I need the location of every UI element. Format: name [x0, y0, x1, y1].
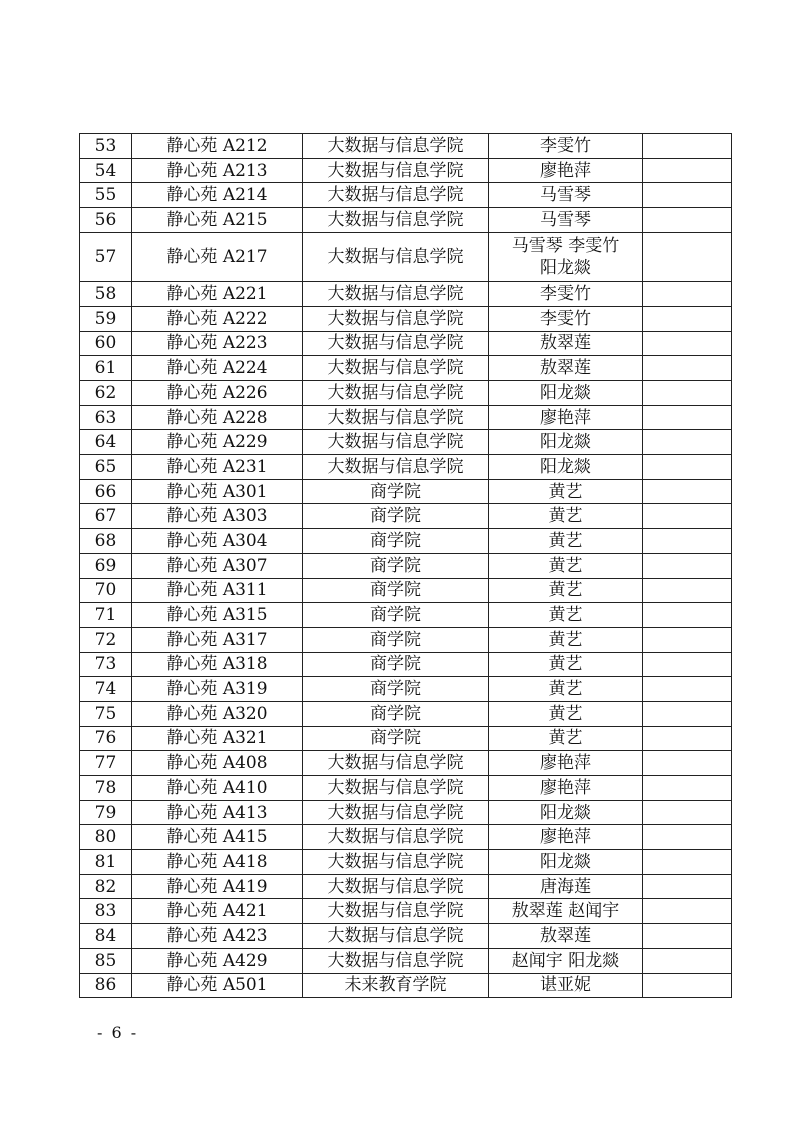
- room-cell: 静心苑 A228: [132, 405, 303, 430]
- table-row: [80, 529, 732, 554]
- row-number-cell: 83: [80, 899, 132, 924]
- college-cell: 大数据与信息学院: [303, 874, 489, 899]
- row-number-cell: 57: [80, 232, 132, 282]
- college-cell: 商学院: [303, 677, 489, 702]
- room-cell: 静心苑 A501: [132, 973, 303, 998]
- room-cell: 静心苑 A408: [132, 751, 303, 776]
- staff-cell: 廖艳萍: [489, 776, 643, 801]
- room-cell: 静心苑 A415: [132, 825, 303, 850]
- table-row: [80, 158, 732, 183]
- staff-cell: 黄艺: [489, 504, 643, 529]
- table-row: [80, 504, 732, 529]
- row-number-cell: 85: [80, 948, 132, 973]
- college-cell: 商学院: [303, 504, 489, 529]
- note-cell: [643, 232, 732, 282]
- college-cell: 大数据与信息学院: [303, 232, 489, 282]
- note-cell: [643, 973, 732, 998]
- college-cell: 大数据与信息学院: [303, 183, 489, 208]
- college-cell: 商学院: [303, 529, 489, 554]
- table-row: [80, 134, 732, 159]
- note-cell: [643, 701, 732, 726]
- note-cell: [643, 405, 732, 430]
- note-cell: [643, 282, 732, 307]
- row-number-cell: 59: [80, 306, 132, 331]
- table-row: [80, 825, 732, 850]
- table-row: [80, 183, 732, 208]
- note-cell: [643, 356, 732, 381]
- note-cell: [643, 529, 732, 554]
- college-cell: 大数据与信息学院: [303, 306, 489, 331]
- college-cell: 商学院: [303, 726, 489, 751]
- college-cell: 大数据与信息学院: [303, 751, 489, 776]
- staff-cell: 廖艳萍: [489, 825, 643, 850]
- row-number-cell: 58: [80, 282, 132, 307]
- college-cell: 大数据与信息学院: [303, 899, 489, 924]
- staff-cell: 敖翠莲: [489, 331, 643, 356]
- room-cell: 静心苑 A410: [132, 776, 303, 801]
- note-cell: [643, 948, 732, 973]
- dormitory-roster-table: [79, 133, 732, 998]
- note-cell: [643, 652, 732, 677]
- room-cell: 静心苑 A217: [132, 232, 303, 282]
- staff-cell: 黄艺: [489, 726, 643, 751]
- college-cell: 大数据与信息学院: [303, 430, 489, 455]
- page-number: - 6 -: [97, 1023, 139, 1042]
- note-cell: [643, 578, 732, 603]
- note-cell: [643, 306, 732, 331]
- staff-cell: 谌亚妮: [489, 973, 643, 998]
- roster-table-body: [80, 134, 732, 998]
- row-number-cell: 74: [80, 677, 132, 702]
- college-cell: 商学院: [303, 652, 489, 677]
- table-row: [80, 455, 732, 480]
- row-number-cell: 61: [80, 356, 132, 381]
- row-number-cell: 80: [80, 825, 132, 850]
- college-cell: 大数据与信息学院: [303, 282, 489, 307]
- staff-cell: 阳龙燚: [489, 381, 643, 406]
- note-cell: [643, 553, 732, 578]
- college-cell: 大数据与信息学院: [303, 405, 489, 430]
- table-row: [80, 232, 732, 282]
- staff-cell: 李雯竹: [489, 282, 643, 307]
- college-cell: 大数据与信息学院: [303, 850, 489, 875]
- note-cell: [643, 924, 732, 949]
- table-row: [80, 381, 732, 406]
- row-number-cell: 67: [80, 504, 132, 529]
- table-row: [80, 677, 732, 702]
- note-cell: [643, 776, 732, 801]
- room-cell: 静心苑 A214: [132, 183, 303, 208]
- staff-cell: 唐海莲: [489, 874, 643, 899]
- staff-cell: 敖翠莲: [489, 356, 643, 381]
- table-row: [80, 627, 732, 652]
- table-row: [80, 701, 732, 726]
- college-cell: 大数据与信息学院: [303, 924, 489, 949]
- row-number-cell: 73: [80, 652, 132, 677]
- staff-cell: 赵闻宇 阳龙燚: [489, 948, 643, 973]
- room-cell: 静心苑 A413: [132, 800, 303, 825]
- row-number-cell: 56: [80, 208, 132, 233]
- room-cell: 静心苑 A229: [132, 430, 303, 455]
- note-cell: [643, 677, 732, 702]
- room-cell: 静心苑 A319: [132, 677, 303, 702]
- table-row: [80, 306, 732, 331]
- room-cell: 静心苑 A215: [132, 208, 303, 233]
- row-number-cell: 54: [80, 158, 132, 183]
- table-row: [80, 948, 732, 973]
- college-cell: 商学院: [303, 553, 489, 578]
- college-cell: 大数据与信息学院: [303, 356, 489, 381]
- table-row: [80, 652, 732, 677]
- college-cell: 大数据与信息学院: [303, 158, 489, 183]
- note-cell: [643, 208, 732, 233]
- room-cell: 静心苑 A321: [132, 726, 303, 751]
- row-number-cell: 55: [80, 183, 132, 208]
- staff-cell: 马雪琴: [489, 208, 643, 233]
- note-cell: [643, 874, 732, 899]
- room-cell: 静心苑 A222: [132, 306, 303, 331]
- room-cell: 静心苑 A224: [132, 356, 303, 381]
- staff-cell: 阳龙燚: [489, 850, 643, 875]
- staff-cell: 敖翠莲 赵闻宇: [489, 899, 643, 924]
- staff-cell: 黄艺: [489, 677, 643, 702]
- room-cell: 静心苑 A317: [132, 627, 303, 652]
- room-cell: 静心苑 A213: [132, 158, 303, 183]
- row-number-cell: 82: [80, 874, 132, 899]
- table-row: [80, 874, 732, 899]
- room-cell: 静心苑 A226: [132, 381, 303, 406]
- table-row: [80, 751, 732, 776]
- college-cell: 未来教育学院: [303, 973, 489, 998]
- room-cell: 静心苑 A303: [132, 504, 303, 529]
- row-number-cell: 84: [80, 924, 132, 949]
- room-cell: 静心苑 A315: [132, 603, 303, 628]
- room-cell: 静心苑 A421: [132, 899, 303, 924]
- college-cell: 大数据与信息学院: [303, 134, 489, 159]
- table-row: [80, 924, 732, 949]
- note-cell: [643, 381, 732, 406]
- table-row: [80, 578, 732, 603]
- table-row: [80, 603, 732, 628]
- note-cell: [643, 726, 732, 751]
- staff-cell: 李雯竹: [489, 134, 643, 159]
- staff-line: 马雪琴 李雯竹: [511, 236, 620, 256]
- college-cell: 大数据与信息学院: [303, 776, 489, 801]
- table-row: [80, 282, 732, 307]
- table-row: [80, 430, 732, 455]
- row-number-cell: 71: [80, 603, 132, 628]
- college-cell: 商学院: [303, 701, 489, 726]
- row-number-cell: 70: [80, 578, 132, 603]
- room-cell: 静心苑 A418: [132, 850, 303, 875]
- table-row: [80, 208, 732, 233]
- row-number-cell: 72: [80, 627, 132, 652]
- row-number-cell: 62: [80, 381, 132, 406]
- staff-cell: 李雯竹: [489, 306, 643, 331]
- staff-cell: [489, 232, 643, 282]
- table-row: [80, 850, 732, 875]
- room-cell: 静心苑 A419: [132, 874, 303, 899]
- note-cell: [643, 430, 732, 455]
- table-row: [80, 553, 732, 578]
- room-cell: 静心苑 A301: [132, 479, 303, 504]
- note-cell: [643, 899, 732, 924]
- college-cell: 大数据与信息学院: [303, 331, 489, 356]
- room-cell: 静心苑 A318: [132, 652, 303, 677]
- row-number-cell: 66: [80, 479, 132, 504]
- note-cell: [643, 603, 732, 628]
- staff-cell: 敖翠莲: [489, 924, 643, 949]
- staff-cell: 黄艺: [489, 479, 643, 504]
- staff-cell: 廖艳萍: [489, 405, 643, 430]
- college-cell: 商学院: [303, 578, 489, 603]
- college-cell: 商学院: [303, 603, 489, 628]
- college-cell: 大数据与信息学院: [303, 825, 489, 850]
- staff-cell: 阳龙燚: [489, 455, 643, 480]
- row-number-cell: 65: [80, 455, 132, 480]
- table-row: [80, 973, 732, 998]
- staff-line: 阳龙燚: [540, 258, 591, 278]
- college-cell: 大数据与信息学院: [303, 800, 489, 825]
- room-cell: 静心苑 A223: [132, 331, 303, 356]
- staff-cell: 阳龙燚: [489, 430, 643, 455]
- college-cell: 大数据与信息学院: [303, 208, 489, 233]
- staff-cell: 黄艺: [489, 701, 643, 726]
- college-cell: 大数据与信息学院: [303, 948, 489, 973]
- note-cell: [643, 751, 732, 776]
- note-cell: [643, 825, 732, 850]
- room-cell: 静心苑 A320: [132, 701, 303, 726]
- room-cell: 静心苑 A429: [132, 948, 303, 973]
- note-cell: [643, 850, 732, 875]
- note-cell: [643, 455, 732, 480]
- room-cell: 静心苑 A423: [132, 924, 303, 949]
- college-cell: 大数据与信息学院: [303, 381, 489, 406]
- note-cell: [643, 158, 732, 183]
- row-number-cell: 68: [80, 529, 132, 554]
- row-number-cell: 78: [80, 776, 132, 801]
- note-cell: [643, 479, 732, 504]
- table-row: [80, 800, 732, 825]
- college-cell: 商学院: [303, 627, 489, 652]
- note-cell: [643, 504, 732, 529]
- staff-cell: 黄艺: [489, 529, 643, 554]
- note-cell: [643, 183, 732, 208]
- row-number-cell: 76: [80, 726, 132, 751]
- table-row: [80, 405, 732, 430]
- room-cell: 静心苑 A304: [132, 529, 303, 554]
- room-cell: 静心苑 A231: [132, 455, 303, 480]
- table-row: [80, 356, 732, 381]
- row-number-cell: 75: [80, 701, 132, 726]
- staff-cell: 廖艳萍: [489, 751, 643, 776]
- staff-cell: 黄艺: [489, 652, 643, 677]
- row-number-cell: 69: [80, 553, 132, 578]
- college-cell: 大数据与信息学院: [303, 455, 489, 480]
- row-number-cell: 81: [80, 850, 132, 875]
- staff-cell: 黄艺: [489, 627, 643, 652]
- row-number-cell: 77: [80, 751, 132, 776]
- note-cell: [643, 800, 732, 825]
- staff-cell: 马雪琴: [489, 183, 643, 208]
- table-row: [80, 479, 732, 504]
- note-cell: [643, 331, 732, 356]
- staff-cell: 黄艺: [489, 603, 643, 628]
- table-row: [80, 726, 732, 751]
- row-number-cell: 86: [80, 973, 132, 998]
- college-cell: 商学院: [303, 479, 489, 504]
- room-cell: 静心苑 A212: [132, 134, 303, 159]
- table-row: [80, 331, 732, 356]
- staff-cell: 廖艳萍: [489, 158, 643, 183]
- table-row: [80, 899, 732, 924]
- row-number-cell: 53: [80, 134, 132, 159]
- note-cell: [643, 627, 732, 652]
- room-cell: 静心苑 A307: [132, 553, 303, 578]
- staff-cell: 黄艺: [489, 578, 643, 603]
- staff-cell: 黄艺: [489, 553, 643, 578]
- staff-cell: 阳龙燚: [489, 800, 643, 825]
- row-number-cell: 79: [80, 800, 132, 825]
- row-number-cell: 60: [80, 331, 132, 356]
- room-cell: 静心苑 A221: [132, 282, 303, 307]
- table-row: [80, 776, 732, 801]
- row-number-cell: 64: [80, 430, 132, 455]
- note-cell: [643, 134, 732, 159]
- room-cell: 静心苑 A311: [132, 578, 303, 603]
- row-number-cell: 63: [80, 405, 132, 430]
